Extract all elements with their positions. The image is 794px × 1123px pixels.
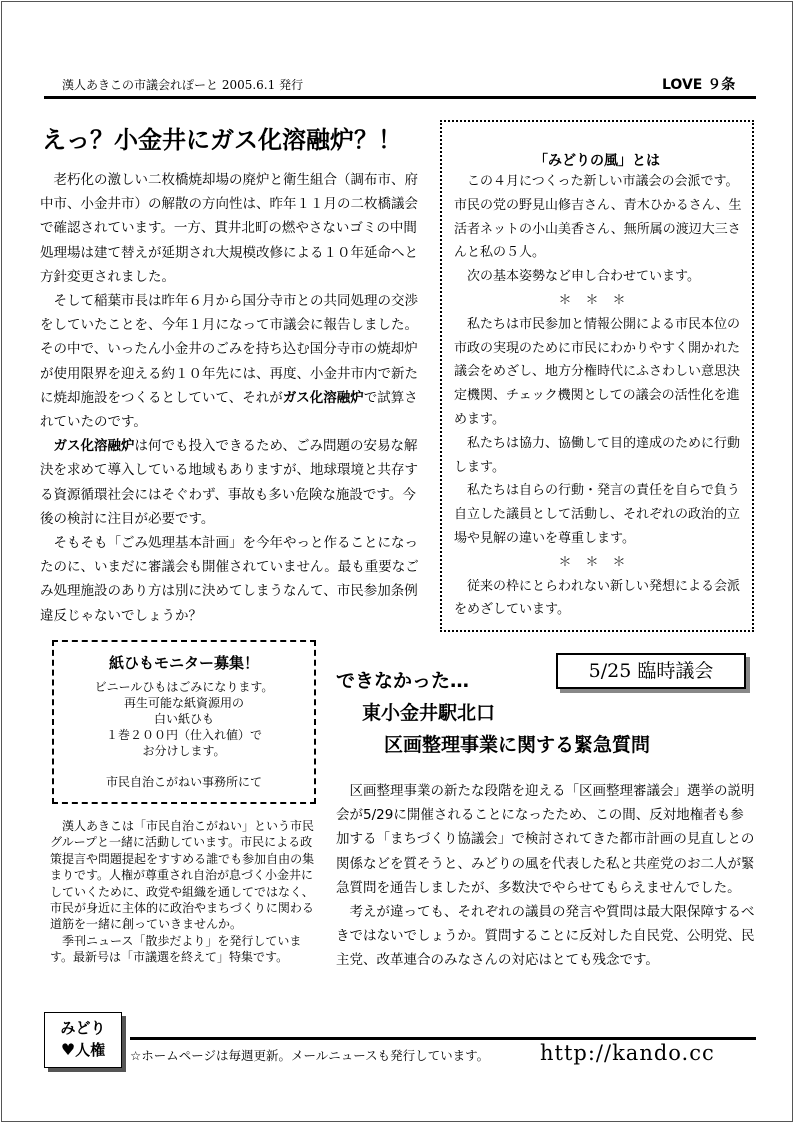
himo-line: ビニールひもはごみになります。 <box>94 680 274 694</box>
stars-divider: ＊＊＊ <box>558 292 640 308</box>
article2-para: 考えが違っても、それぞれの議員の発言や質問は最大限保障するべきではないでしょうか。質問することに反対した自民党、公明党、民主党、改革連合のみなさんの対応はとても残念です。 <box>336 904 755 969</box>
midori-para: 次の基本姿勢など申し合わせています。 <box>467 269 700 285</box>
badge-line-1: みどり <box>60 1019 106 1037</box>
article1-body <box>40 168 424 628</box>
midori-title: 「みどりの風」とは <box>534 153 660 169</box>
header-love9: LOVE ９条 <box>662 77 736 93</box>
footer-rule <box>130 1037 756 1040</box>
article2-body <box>336 779 756 973</box>
midori-para: 私たちは自らの行動・発言の責任を自らで負う自立した議員として活動し、それぞれの政治的立場や見解の違いを尊重します。 <box>454 483 741 546</box>
intro-para: 漢人あきこは「市民自治こがねい」という市民グループと一緒に活動しています。市民による政策提言や問題提起をすすめる誰でも参加自由の集まりです。人権が尊重され自治が息づく小金井にしていくために、政党や組織を通してではなく、市民が身近に主体的に政治やまちづくりに関わる道筋を一緒に創っていきませんか。 <box>50 819 315 932</box>
himo-line: お分けします。 <box>142 744 226 758</box>
midori-para: この４月につくった新しい市議会の会派です。市民の党の野見山修吉さん、青木ひかるさん、生活者ネットの小山美香さん、無所属の渡辺大三さんと私の５人。 <box>454 174 742 261</box>
emphasis: ガス化溶融炉 <box>282 389 364 406</box>
article2-para: 区画整理事業の新たな段階を迎える「区画整理審議会」選挙の説明会が5/29に開催されることになったため、この間、反対地権者も参加する「まちづくり協議会」で検討されてきた都市計画の見直しとの関係などを質そうと、みどりの風を代表した私と共産党のお二人が緊急質問を通告しましたが、多数決でやらせてもらえませんでした。 <box>336 783 755 896</box>
himo-line: 白い紙ひも <box>153 712 214 726</box>
himo-line: １巻２００円（仕入れ値）で <box>105 728 262 742</box>
midori-jinken-badge <box>44 1012 122 1068</box>
article1-para <box>40 434 424 531</box>
article1-para: そもそも「ごみ処理基本計画」を今年やっと作ることになったのに、いまだに審議会も開催されていません。最も重要なごみ処理施設のあり方は別に決めてしまうなんて、市民参加条例違反じゃないでしょうか？ <box>40 535 419 624</box>
badge-word: 人権 <box>75 1041 106 1059</box>
himo-title: 紙ひもモニター募集！ <box>108 654 259 672</box>
article2-headline-2: 東小金井駅北口 <box>362 702 496 724</box>
article1-para <box>40 289 424 434</box>
article2-headline-1: できなかった… <box>336 670 470 692</box>
heart-icon: ♥ <box>60 1040 76 1059</box>
rinji-gikai-tag: 5/25 臨時議会 <box>556 653 746 689</box>
midori-para: 私たちは協力、協働して目的達成のために行動します。 <box>454 435 741 475</box>
intro-para: 季刊ニュース「散歩だより」を発行しています。最新号は「市議選を終えて」特集です。 <box>50 933 302 965</box>
text-span: は何でも投入できるため、ごみ問題の安易な解決を求めて導入している地域もありますが、地球環境と共存する資源循環社会にはそぐわず、事故も多い危険な施設です。今後の検討に注目が必要です。 <box>40 438 418 527</box>
midori-para: 私たちは市民参加と情報公開による市民本位の市政の実現のために市民にわかりやすく開かれた議会をめざし、地方分権時代にふさわしい意思決定機関、チェック機関としての議会の活性化を進めます。 <box>454 316 741 427</box>
midori-body <box>454 170 744 622</box>
article2-headline-3: 区画整理事業に関する緊急質問 <box>384 734 651 756</box>
himo-monitor-box <box>52 640 316 804</box>
midori-para: 従来の枠にとらわれない新しい発想による会派をめざしています。 <box>454 578 741 618</box>
himo-line: 再生可能な紙資源用の <box>123 696 244 710</box>
himo-sign: 市民自治こがねい事務所にて <box>105 775 262 789</box>
text-span: で試算されていたのです。 <box>40 389 418 431</box>
intro-text <box>50 818 320 966</box>
homepage-link[interactable]: http://kando.cc <box>540 1041 715 1065</box>
stars-divider: ＊＊＊ <box>558 554 640 570</box>
article1-para: 老朽化の激しい二枚橋焼却場の廃炉と衛生組合（調布市、府中市、小金井市）の解散の方向性は、昨年１１月の二枚橋議会で確認されています。一方、貫井北町の燃やさないゴミの中間処理場は建て替えが延期され大規模改修による１０年延命へと方針変更されました。 <box>40 172 418 285</box>
header-rule <box>44 96 756 99</box>
emphasis: ガス化溶融炉 <box>53 438 135 455</box>
footer-note: ☆ホームページは毎週更新。メールニュースも発行しています。 <box>130 1048 490 1063</box>
header-title: 漢人あきこの市議会れぽーと 2005.6.1 発行 <box>62 78 304 92</box>
badge-line-2 <box>45 1039 121 1061</box>
article1-headline: えっ？小金井にガス化溶融炉？！ <box>42 126 402 154</box>
midori-box <box>440 120 754 632</box>
text-span: そして稲葉市長は昨年６月から国分寺市との共同処理の交渉をしていたことを、今年１月になって市議会に報告しました。その中で、いったん小金井のごみを持ち込む国分寺市の焼却炉が使用限界を迎える約１０年先には、再度、小金井市内で新たに焼却施設をつくるとしていて、それが <box>40 293 418 406</box>
